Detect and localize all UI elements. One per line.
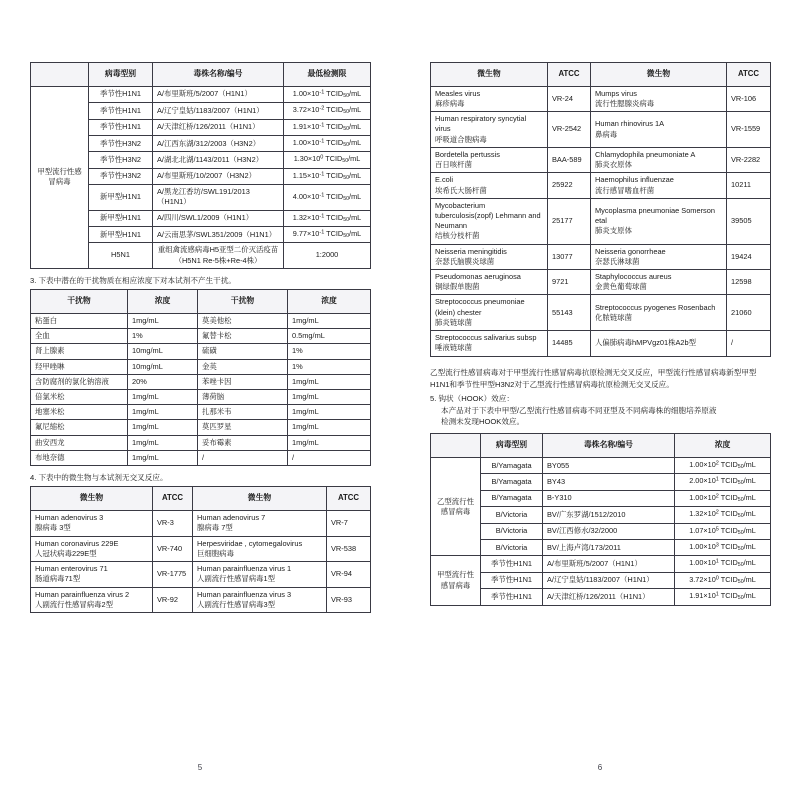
microorganism-row <box>431 270 771 295</box>
interference-row <box>31 405 371 420</box>
page-number-left: 5 <box>197 763 203 772</box>
interference-concentration-1: 1mg/mL <box>128 420 198 435</box>
hook-strain: A/天津红桥/126/2011（H1N1） <box>543 589 675 605</box>
atcc-number-2: 19424 <box>727 244 771 269</box>
hook-concentration: $2.00\times 10^1$ $TCID_{50}/mL$ <box>675 474 771 490</box>
hook-header-blank <box>431 434 481 458</box>
hook-group-label-a: 甲型流行性感冒病毒 <box>431 556 481 605</box>
lod-virus-type: 季节性H1N1 <box>89 86 153 102</box>
hook-virus-type: 季节性H1N1 <box>481 572 543 588</box>
microorganism-row <box>431 295 771 331</box>
microorganism-name-2: Human parainfluenza virus 3 人副流行性感冒病毒3型 <box>193 587 327 612</box>
hook-concentration: $1.07\times 10^5$ $TCID_{50}/mL$ <box>675 523 771 539</box>
lod-strain: A/布里斯班/5/2007（H1N1） <box>153 86 284 102</box>
interference-concentration-2: 1mg/mL <box>288 389 371 404</box>
lod-detection-limit: $4.00\times 10^{‑1}$ $TCID_{50}/mL$ <box>284 185 371 210</box>
microorganism-name-1: Human adenovirus 3 腺病毒 3型 <box>31 511 153 536</box>
lod-detection-limit: $1.32\times 10^{‑1}$ $TCID_{50}/mL$ <box>284 210 371 226</box>
lod-detection-limit: $1.15\times 10^{‑1}$ $TCID_{50}/mL$ <box>284 168 371 184</box>
microorganism-name-2: Human adenovirus 7 腺病毒 7型 <box>193 511 327 536</box>
interference-substance-1: 倍氯米松 <box>31 389 128 404</box>
interference-substance-2: 苯唑卡因 <box>198 374 288 389</box>
micro-header-atcc-2: ATCC <box>727 63 771 87</box>
hook-concentration: $1.00\times 10^3$ $TCID_{50}/mL$ <box>675 540 771 556</box>
hook-row <box>431 572 771 588</box>
interference-substance-2: 薄荷脑 <box>198 389 288 404</box>
lod-strain: A/四川/SWL1/2009（H1N1） <box>153 210 284 226</box>
microorganism-name-2: Herpesviridae , cytomegalovirus 巨细胞病毒 <box>193 536 327 561</box>
interference-substance-2: 扎那米韦 <box>198 405 288 420</box>
hook-concentration: $1.32\times 10^2$ $TCID_{50}/mL$ <box>675 507 771 523</box>
table-header-row <box>31 487 371 511</box>
micro-header-atcc-1: ATCC <box>548 63 591 87</box>
lod-detection-limit: 1:2000 <box>284 243 371 268</box>
atcc-number-1: VR-24 <box>548 86 591 111</box>
lod-virus-type: 季节性H1N1 <box>89 119 153 135</box>
interference-substance-2: 金英 <box>198 359 288 374</box>
atcc-number-2: / <box>727 331 771 356</box>
interf-header-substance-2: 干扰物 <box>198 290 288 314</box>
section-5-title: 5. 钩状（HOOK）效应： <box>430 394 514 404</box>
interf-header-concentration-1: 浓度 <box>128 290 198 314</box>
lod-detection-limit: $1.00\times 10^{‑1}$ $TCID_{50}/mL$ <box>284 135 371 151</box>
hook-strain: A/辽宁皇姑/1183/2007（H1N1） <box>543 572 675 588</box>
atcc-number-2: VR-94 <box>327 562 371 587</box>
microorganism-row <box>431 244 771 269</box>
lod-header-virus-type: 病毒型别 <box>89 63 153 87</box>
micro-header-microorganism-2: 微生物 <box>591 63 727 87</box>
interference-substance-2: 硫磺 <box>198 344 288 359</box>
lod-header-strain: 毒株名称/编号 <box>153 63 284 87</box>
interference-row <box>31 450 371 465</box>
microorganism-name-2: Human rhinovirus 1A 鼻病毒 <box>591 112 727 148</box>
microorganism-name-1: Mycobacterium tuberculosis(zopf) Lehmann and Neumann 结核分枝杆菌 <box>431 198 548 244</box>
lod-strain: A/湖北北湖/1143/2011（H3N2） <box>153 152 284 168</box>
microorganism-name-1: E.coli 埃希氏大肠杆菌 <box>431 173 548 198</box>
interf-header-concentration-2: 浓度 <box>288 290 371 314</box>
microorganism-name-2: Haemophilus influenzae 流行感冒嗜血杆菌 <box>591 173 727 198</box>
microorganism-name-2: Streptococcus pyogenes Rosenbach 化脓链球菌 <box>591 295 727 331</box>
section-5-body-line-2: 检测未发现HOOK效应。 <box>441 416 525 426</box>
lod-group-label: 甲型流行性感冒病毒 <box>31 86 89 268</box>
lod-virus-type: 季节性H1N1 <box>89 103 153 119</box>
atcc-number-1: VR-3 <box>153 511 193 536</box>
interference-concentration-1: 1mg/mL <box>128 405 198 420</box>
atcc-number-1: VR-92 <box>153 587 193 612</box>
interference-row <box>31 313 371 328</box>
atcc-number-1: 14485 <box>548 331 591 356</box>
microorganism-row <box>431 112 771 148</box>
microorganism-name-2: Human parainfluenza virus 1 人副流行性感冒病毒1型 <box>193 562 327 587</box>
hook-row <box>431 540 771 556</box>
atcc-number-2: 12598 <box>727 270 771 295</box>
atcc-number-2: VR-538 <box>327 536 371 561</box>
hook-header-virus-type: 病毒型别 <box>481 434 543 458</box>
atcc-number-1: BAA-589 <box>548 147 591 172</box>
lod-virus-type: 季节性H3N2 <box>89 168 153 184</box>
atcc-number-2: 10211 <box>727 173 771 198</box>
atcc-number-2: VR-106 <box>727 86 771 111</box>
lod-detection-limit: $3.72\times 10^{‑2}$ $TCID_{50}/mL$ <box>284 103 371 119</box>
cross-reactivity-note: 乙型流行性感冒病毒对于甲型流行性感冒病毒抗原检测无交叉反应，甲型流行性感冒病毒新型甲型H1N1和季节性甲型H3N2对于乙型流行性感冒病毒抗原检测无交叉反应。 <box>430 367 757 389</box>
hook-concentration: $1.00\times 10^1$ $TCID_{50}/mL$ <box>675 556 771 572</box>
microorganism-name-1: Human enterovirus 71 肠道病毒71型 <box>31 562 153 587</box>
lod-strain: 重组禽流感病毒H5亚型二价灭活疫苗 （H5N1 Re-5株+Re-4株） <box>153 243 284 268</box>
atcc-number-2: VR-93 <box>327 587 371 612</box>
micro-header-microorganism-1: 微生物 <box>431 63 548 87</box>
microorganism-name-2: Chlamydophila pneumoniate A 肺炎衣原体 <box>591 147 727 172</box>
lod-strain: A/云南思茅/SWL351/2009（H1N1） <box>153 226 284 242</box>
interference-concentration-1: 10mg/mL <box>128 359 198 374</box>
lod-detection-limit: $1.00\times 10^{‑1}$ $TCID_{50}/mL$ <box>284 86 371 102</box>
section-5-body-line-1: 本产品对于下表中甲型/乙型流行性感冒病毒不同亚型及不同病毒株的细胞培养原液 <box>441 405 717 415</box>
interference-row <box>31 435 371 450</box>
interference-concentration-2: 1mg/mL <box>288 313 371 328</box>
hook-concentration: $1.91\times 10^1$ $TCID_{50}/mL$ <box>675 589 771 605</box>
microorganism-name-1: Human coronavirus 229E 人冠状病毒229E型 <box>31 536 153 561</box>
atcc-number-2: 39505 <box>727 198 771 244</box>
lod-detection-limit: $9.77\times 10^{‑1}$ $TCID_{50}/mL$ <box>284 226 371 242</box>
interference-concentration-2: 1mg/mL <box>288 374 371 389</box>
microorganism-name-1: Streptococcus salivarius subsp 唾液链球菌 <box>431 331 548 356</box>
microorganism-row <box>31 562 371 587</box>
atcc-number-1: 25177 <box>548 198 591 244</box>
lod-virus-type: H5N1 <box>89 243 153 268</box>
cross-header-atcc-2: ATCC <box>327 487 371 511</box>
hook-strain: BV/江西修水/32/2000 <box>543 523 675 539</box>
hook-virus-type: B/Victoria <box>481 540 543 556</box>
lod-virus-type: 新甲型H1N1 <box>89 226 153 242</box>
microorganism-row <box>31 587 371 612</box>
lod-detection-limit: $1.91\times 10^{‑1}$ $TCID_{50}/mL$ <box>284 119 371 135</box>
hook-row <box>431 458 771 474</box>
atcc-number-1: 9721 <box>548 270 591 295</box>
interference-row <box>31 389 371 404</box>
microorganism-row <box>431 86 771 111</box>
interference-concentration-1: 20% <box>128 374 198 389</box>
cross-header-atcc-1: ATCC <box>153 487 193 511</box>
microorganism-name-1: Bordetella pertussis 百日咳杆菌 <box>431 147 548 172</box>
section-5-body <box>430 405 770 428</box>
interference-substance-1: 曲安西龙 <box>31 435 128 450</box>
hook-row <box>431 556 771 572</box>
interference-row <box>31 420 371 435</box>
interference-substance-1: 全血 <box>31 329 128 344</box>
interference-substance-2: 莫美他松 <box>198 313 288 328</box>
microorganism-name-2: 人偏肺病毒hMPVgz01株A2b型 <box>591 331 727 356</box>
microorganism-row <box>431 198 771 244</box>
hook-virus-type: B/Victoria <box>481 523 543 539</box>
document-page-right <box>400 0 800 800</box>
microorganism-name-1: Measles virus 麻疹病毒 <box>431 86 548 111</box>
atcc-number-2: VR-2282 <box>727 147 771 172</box>
atcc-number-1: 55143 <box>548 295 591 331</box>
interference-substance-1: 氟尼缩松 <box>31 420 128 435</box>
hook-row <box>431 589 771 605</box>
lod-strain: A/布里斯班/10/2007（H3N2） <box>153 168 284 184</box>
lod-header-blank <box>31 63 89 87</box>
atcc-number-1: VR-2542 <box>548 112 591 148</box>
hook-header-concentration: 浓度 <box>675 434 771 458</box>
lod-table <box>30 62 371 269</box>
microorganism-name-2: Neisseria gonorrheae 奈瑟氏淋球菌 <box>591 244 727 269</box>
lod-strain: A/辽宁皇姑/1183/2007（H1N1） <box>153 103 284 119</box>
microorganism-name-1: Human respiratory syncytial virus 呼吸道合胞病毒 <box>431 112 548 148</box>
interference-substance-2: 莫匹罗星 <box>198 420 288 435</box>
interference-substance-1: 肾上腺素 <box>31 344 128 359</box>
interference-concentration-1: 1mg/mL <box>128 450 198 465</box>
interference-row <box>31 374 371 389</box>
section-3-text: 3. 下表中潜在的干扰物质在相应浓度下对本试剂不产生干扰。 <box>30 275 236 285</box>
hook-row <box>431 507 771 523</box>
interference-substance-2: 氟替卡松 <box>198 329 288 344</box>
hook-row <box>431 490 771 506</box>
lod-virus-type: 新甲型H1N1 <box>89 210 153 226</box>
microorganism-row <box>431 173 771 198</box>
interference-substance-1: 地塞米松 <box>31 405 128 420</box>
interference-concentration-2: 1mg/mL <box>288 420 371 435</box>
lod-strain: A/天津红桥/126/2011（H1N1） <box>153 119 284 135</box>
microorganism-name-1: Streptococcus pneumoniae (klein) chester 肺炎链球菌 <box>431 295 548 331</box>
lod-virus-type: 季节性H3N2 <box>89 152 153 168</box>
lod-strain: A/黑龙江香坊/SWL191/2013（H1N1） <box>153 185 284 210</box>
hook-row <box>431 474 771 490</box>
lod-virus-type: 新甲型H1N1 <box>89 185 153 210</box>
microorganism-row <box>431 147 771 172</box>
interference-substance-1: 粘蛋白 <box>31 313 128 328</box>
hook-virus-type: 季节性H1N1 <box>481 589 543 605</box>
hook-virus-type: B/Victoria <box>481 507 543 523</box>
interference-substance-1: 含防腐剂的氯化钠溶液 <box>31 374 128 389</box>
microorganism-row <box>431 331 771 356</box>
hook-row <box>431 523 771 539</box>
hook-virus-type: B/Yamagata <box>481 458 543 474</box>
atcc-number-2: 21060 <box>727 295 771 331</box>
hook-concentration: $1.00\times 10^2$ $TCID_{50}/mL$ <box>675 490 771 506</box>
microorganism-name-2: Mumps virus 流行性腮腺炎病毒 <box>591 86 727 111</box>
microorganism-name-1: Pseudomonas aeruginosa 铜绿假单胞菌 <box>431 270 548 295</box>
table-header-row <box>31 290 371 314</box>
atcc-number-1: 13077 <box>548 244 591 269</box>
atcc-number-1: VR-740 <box>153 536 193 561</box>
interference-concentration-2: 0.5mg/mL <box>288 329 371 344</box>
hook-concentration: $1.00\times 10^2$ $TCID_{50}/mL$ <box>675 458 771 474</box>
lod-row <box>31 86 371 102</box>
interference-table <box>30 289 371 466</box>
cross-header-microorganism-2: 微生物 <box>193 487 327 511</box>
interference-substance-2: 妥布霉素 <box>198 435 288 450</box>
interference-concentration-1: 10mg/mL <box>128 344 198 359</box>
atcc-number-2: VR-7 <box>327 511 371 536</box>
cross-reactivity-table-left <box>30 486 371 613</box>
hook-virus-type: B/Yamagata <box>481 490 543 506</box>
interference-concentration-1: 1% <box>128 329 198 344</box>
cross-header-microorganism-1: 微生物 <box>31 487 153 511</box>
lod-detection-limit: $1.30\times 10^0$ $TCID_{50}/mL$ <box>284 152 371 168</box>
hook-strain: BV/上海卢湾/173/2011 <box>543 540 675 556</box>
lod-strain: A/江西东湖/312/2003（H3N2） <box>153 135 284 151</box>
table-header-row <box>31 63 371 87</box>
lod-virus-type: 季节性H3N2 <box>89 135 153 151</box>
hook-strain: BY43 <box>543 474 675 490</box>
microorganism-row <box>31 536 371 561</box>
hook-virus-type: 季节性H1N1 <box>481 556 543 572</box>
interference-concentration-2: 1% <box>288 359 371 374</box>
atcc-number-2: VR-1559 <box>727 112 771 148</box>
interference-concentration-2: / <box>288 450 371 465</box>
page-number-right: 6 <box>597 763 603 772</box>
hook-header-strain: 毒株名称/编号 <box>543 434 675 458</box>
interf-header-substance-1: 干扰物 <box>31 290 128 314</box>
hook-strain: A/布里斯班/5/2007（H1N1） <box>543 556 675 572</box>
microorganism-name-1: Human parainfluenza virus 2 人副流行性感冒病毒2型 <box>31 587 153 612</box>
cross-reactivity-table-right <box>430 62 771 357</box>
interference-concentration-1: 1mg/mL <box>128 389 198 404</box>
interference-concentration-2: 1mg/mL <box>288 435 371 450</box>
hook-strain: BY055 <box>543 458 675 474</box>
hook-effect-table <box>430 433 771 605</box>
microorganism-name-2: Mycoplasma pneumoniae Somerson etal 肺炎支原体 <box>591 198 727 244</box>
interference-concentration-2: 1mg/mL <box>288 405 371 420</box>
interference-row <box>31 344 371 359</box>
interference-concentration-1: 1mg/mL <box>128 435 198 450</box>
hook-concentration: $3.72\times 10^0$ $TCID_{50}/mL$ <box>675 572 771 588</box>
interference-row <box>31 359 371 374</box>
table-header-row <box>431 434 771 458</box>
hook-strain: BV/广东罗湖/1512/2010 <box>543 507 675 523</box>
atcc-number-1: 25922 <box>548 173 591 198</box>
table-header-row <box>431 63 771 87</box>
microorganism-row <box>31 511 371 536</box>
hook-strain: B-Y310 <box>543 490 675 506</box>
lod-header-detection-limit: 最低检测限 <box>284 63 371 87</box>
atcc-number-1: VR-1775 <box>153 562 193 587</box>
interference-row <box>31 329 371 344</box>
hook-group-label-b: 乙型流行性感冒病毒 <box>431 458 481 556</box>
hook-virus-type: B/Yamagata <box>481 474 543 490</box>
interference-concentration-2: 1% <box>288 344 371 359</box>
microorganism-name-1: Neisseria meningitidis 奈瑟氏脑膜炎球菌 <box>431 244 548 269</box>
interference-substance-2: / <box>198 450 288 465</box>
interference-concentration-1: 1mg/mL <box>128 313 198 328</box>
interference-substance-1: 羟甲唑啉 <box>31 359 128 374</box>
interference-substance-1: 布地奈德 <box>31 450 128 465</box>
microorganism-name-2: Staphylococcus aureus 金黄色葡萄球菌 <box>591 270 727 295</box>
section-4-text: 4. 下表中的微生物与本试剂无交叉反应。 <box>30 473 168 483</box>
